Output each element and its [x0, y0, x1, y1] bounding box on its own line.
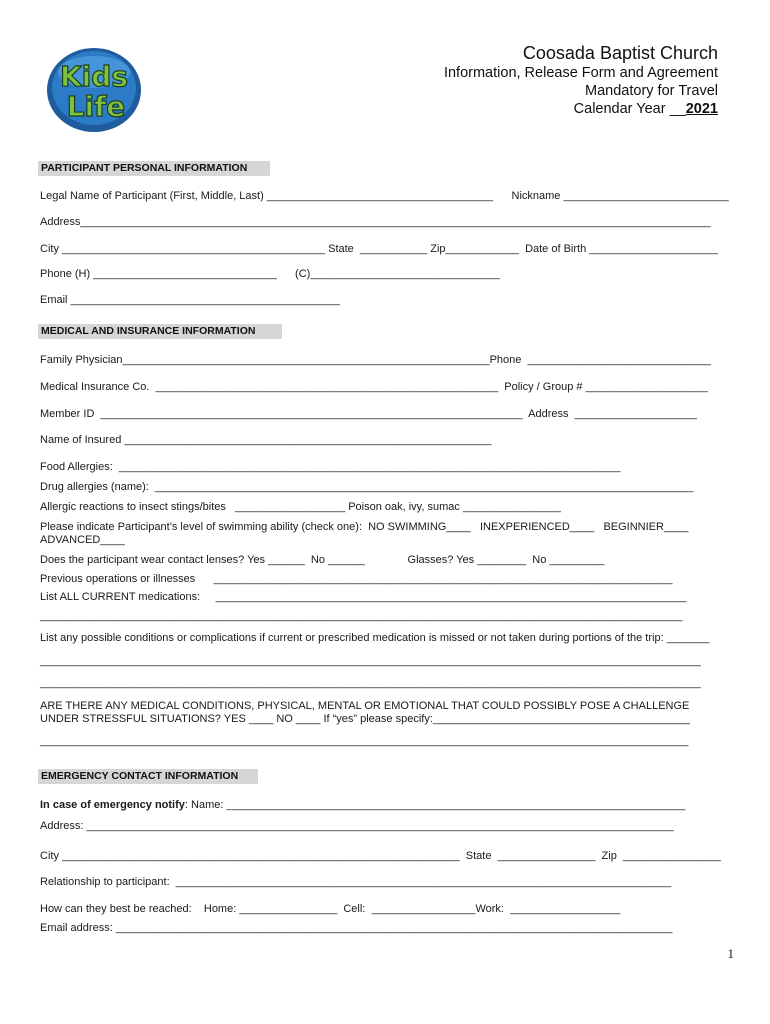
emergency-name-line[interactable]: : Name: ___________________________________________________________________________	[184, 799, 686, 811]
family-physician-field[interactable]: Family Physician____________________________________________________________Phone ______________________________	[40, 354, 712, 366]
stress-conditions-field[interactable]: UNDER STRESSFUL SITUATIONS? YES ____ NO ____ If “yes” please specify:__________________________________________	[40, 713, 690, 725]
current-medications-line2[interactable]: _________________________________________________________________________________________________________	[40, 610, 683, 622]
calendar-year	[444, 100, 718, 118]
insurance-field[interactable]: Medical Insurance Co. ________________________________________________________ Policy / Group # ____________________	[40, 381, 708, 393]
emergency-email-field[interactable]: Email address: ___________________________________________________________________________________________	[40, 922, 673, 934]
emergency-city-field[interactable]: City _________________________________________________________________ State ________________ Zip ________________	[40, 850, 721, 862]
name-of-insured-field[interactable]: Name of Insured ____________________________________________________________	[40, 434, 492, 446]
food-allergies-field[interactable]: Food Allergies: __________________________________________________________________________________	[40, 461, 621, 473]
form-title: Information, Release Form and Agreement	[443, 65, 718, 81]
phone-field[interactable]: Phone (H) ______________________________ (C)_______________________________	[40, 268, 500, 280]
logo-text-life: Life	[66, 90, 126, 123]
kids-life-logo	[44, 42, 144, 134]
section-emergency-contact: EMERGENCY CONTACT INFORMATION	[38, 769, 258, 784]
best-reached-field[interactable]: How can they best be reached: Home: ________________ Cell: _________________Work: __________________	[40, 903, 621, 915]
calendar-year-label: Calendar Year __	[573, 101, 686, 117]
swimming-ability-field[interactable]: Please indicate Participant’s level of swimming ability (check one): NO SWIMMING____ INEXPERIENCED____ BEGINNIER____	[40, 521, 689, 533]
emergency-notify-label: In case of emergency notify	[40, 799, 185, 811]
emergency-name-field[interactable]	[40, 799, 685, 812]
stress-conditions-line3[interactable]: __________________________________________________________________________________________________________	[40, 735, 689, 747]
contacts-glasses-field[interactable]: Does the participant wear contact lenses? Yes ______ No ______ Glasses? Yes ________ No _________	[40, 554, 605, 566]
logo-text-kids: Kids	[59, 60, 129, 93]
medication-conditions-line3[interactable]: ____________________________________________________________________________________________________________	[40, 677, 701, 689]
section-personal-info: PARTICIPANT PERSONAL INFORMATION	[38, 161, 270, 176]
medication-conditions-line2[interactable]: ____________________________________________________________________________________________________________	[40, 655, 701, 667]
medication-conditions-field[interactable]: List any possible conditions or complications if current or prescribed medication is missed or not taken during portions of the trip: _______	[40, 632, 710, 644]
legal-name-field[interactable]: Legal Name of Participant (First, Middle, Last) _____________________________________ Nickname ___________________________	[40, 190, 729, 202]
drug-allergies-field[interactable]: Drug allergies (name): ________________________________________________________________________________________	[40, 481, 694, 493]
page-number: 1	[727, 946, 734, 961]
email-field[interactable]: Email ____________________________________________	[40, 294, 340, 306]
insect-allergies-field[interactable]: Allergic reactions to insect stings/bites __________________ Poison oak, ivy, sumac ________________	[40, 501, 561, 513]
stress-conditions-question: ARE THERE ANY MEDICAL CONDITIONS, PHYSICAL, MENTAL OR EMOTIONAL THAT COULD POSSIBLY POSE A CHALLENGE	[40, 700, 690, 712]
city-state-zip-dob-field[interactable]: City ___________________________________________ State ___________ Zip____________ Date of Birth _____________________	[40, 243, 718, 255]
emergency-address-field[interactable]: Address: ________________________________________________________________________________________________	[40, 820, 674, 832]
mandatory-note: Mandatory for Travel	[585, 83, 718, 99]
swimming-advanced-field[interactable]: ADVANCED____	[40, 534, 125, 546]
calendar-year-value: 2021	[685, 101, 718, 117]
current-medications-field[interactable]: List ALL CURRENT medications: _____________________________________________________________________________	[40, 591, 687, 603]
section-medical-info: MEDICAL AND INSURANCE INFORMATION	[38, 324, 282, 339]
member-id-field[interactable]: Member ID _____________________________________________________________________ Address ____________________	[40, 408, 697, 420]
relationship-field[interactable]: Relationship to participant: _________________________________________________________________________________	[40, 876, 672, 888]
church-name: Coosada Baptist Church	[522, 43, 718, 63]
previous-operations-field[interactable]: Previous operations or illnesses ___________________________________________________________________________	[40, 573, 673, 585]
address-field[interactable]: Address_______________________________________________________________________________________________________	[40, 216, 711, 228]
form-header	[444, 42, 718, 118]
